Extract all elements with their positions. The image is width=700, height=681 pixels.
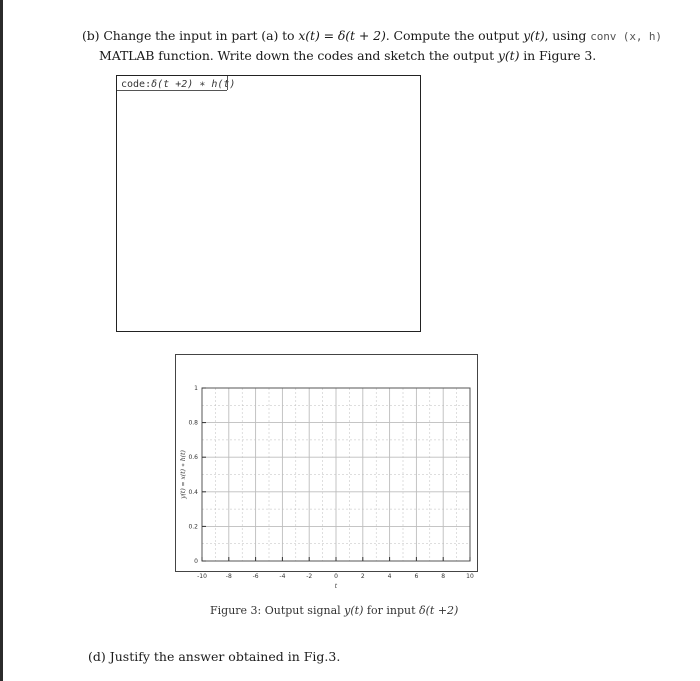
question-b-line-1 xyxy=(82,28,662,43)
code-label-prefix: code: xyxy=(121,79,152,90)
input-equation: x(t) = δ(t + 2) xyxy=(298,28,386,43)
x-tick-label: 8 xyxy=(441,573,446,580)
caption-output-symbol: y(t) xyxy=(344,604,364,617)
x-tick-label: 6 xyxy=(414,573,419,580)
question-d: (d) Justify the answer obtained in Fig.3. xyxy=(88,649,341,664)
caption-text: Figure 3: Output signal xyxy=(210,604,345,617)
x-tick-label: -8 xyxy=(225,573,232,580)
y-tick-label: 0 xyxy=(194,558,198,565)
x-tick-label: -2 xyxy=(306,573,313,580)
x-tick-label: -6 xyxy=(252,573,259,580)
output-signal-plot[interactable] xyxy=(165,354,485,594)
y-tick-label: 0.4 xyxy=(188,488,198,496)
output-symbol: y(t) xyxy=(497,48,520,63)
page-edge xyxy=(0,0,3,681)
question-text: in Figure 3. xyxy=(519,48,597,63)
figure-caption xyxy=(210,604,458,617)
code-answer-box[interactable] xyxy=(116,75,421,332)
question-text: MATLAB function. Write down the codes and sketch the output xyxy=(99,48,498,63)
question-text: , using xyxy=(544,28,591,43)
y-tick-label: 0.2 xyxy=(188,523,198,531)
x-axis-label: t xyxy=(334,583,338,590)
output-symbol: y(t) xyxy=(523,28,545,43)
x-tick-label: 2 xyxy=(360,573,365,580)
question-b-line-2 xyxy=(99,48,596,63)
caption-input-expression: δ(t +2) xyxy=(418,604,459,617)
y-tick-label: 0.6 xyxy=(188,454,198,462)
matlab-function-code: conv (x, h) xyxy=(590,30,662,43)
question-text: (b) Change the input in part (a) to xyxy=(82,28,299,43)
y-tick-label: 0.8 xyxy=(188,419,198,427)
code-label xyxy=(121,79,235,90)
x-tick-label: -10 xyxy=(197,573,207,580)
code-label-expression: δ(t +2) ∗ h(t) xyxy=(151,79,236,90)
caption-text: for input xyxy=(363,604,419,617)
x-tick-label: 4 xyxy=(387,573,392,580)
x-tick-label: 10 xyxy=(466,573,474,580)
code-label-underline xyxy=(117,90,227,91)
x-tick-label: -4 xyxy=(279,573,286,580)
code-label-divider xyxy=(227,76,228,90)
y-axis-label: y(t) = x(t) ∗ h(t) xyxy=(180,450,187,499)
question-text: . Compute the output xyxy=(385,28,524,43)
y-tick-label: 1 xyxy=(194,385,198,392)
x-tick-label: 0 xyxy=(334,573,338,580)
